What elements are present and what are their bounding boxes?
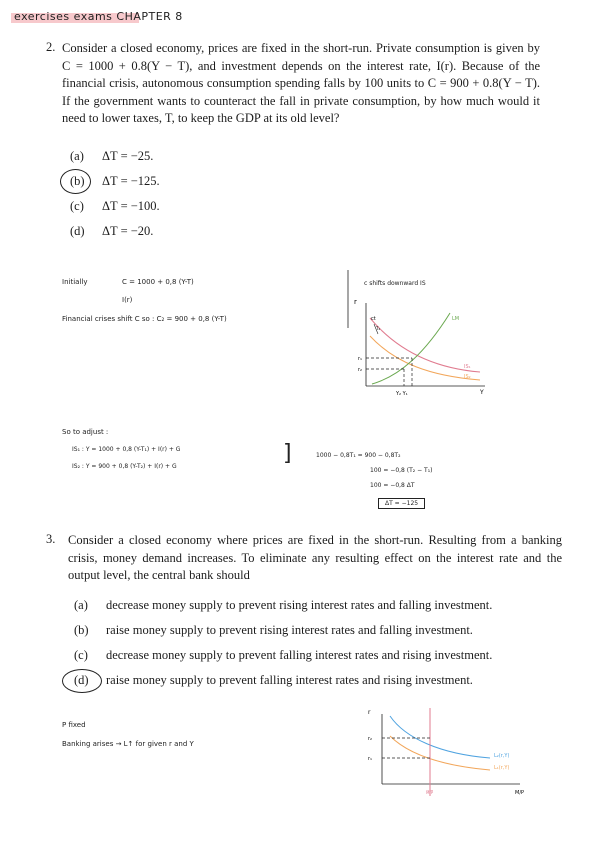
q3-text: Consider a closed economy where prices are fixed in the short-run. Resulting from a banking crisis, money demand increases. To eliminate any resulting effect on the interest rate and the output level, the central bank should: [68, 533, 562, 582]
q3-option-d[interactable]: (d) raise money supply to prevent falling interest rates and rising investment.: [74, 673, 473, 687]
graph2-x-label: M/P: [515, 790, 525, 796]
note-eq-c1: C = 1000 + 0,8 (Y-T): [122, 278, 194, 286]
q3-option-c[interactable]: (c) decrease money supply to prevent falling interest rates and rising investment.: [74, 648, 493, 662]
graph1-t2: T₂: [376, 326, 381, 331]
header-text: exercises exams CHAPTER 8: [14, 10, 183, 23]
q2-option-c[interactable]: (c) ΔT = −100.: [70, 199, 160, 213]
graph1-x-label: Y: [480, 389, 484, 396]
note-is2: IS₂ : Y = 900 + 0,8 (Y-T₂) + I(r) + G: [72, 463, 177, 470]
graph1-ct: ct: [371, 316, 376, 322]
note-calc1: 1000 − 0,8T₁ = 900 − 0,8T₂: [316, 452, 401, 459]
graph1-r-label: r: [354, 298, 357, 306]
q2-option-a[interactable]: (a) ΔT = −25.: [70, 149, 154, 163]
page-header: [14, 10, 183, 23]
note-financial: Financial crises shift C so : C₂ = 900 + 0,8 (Y-T): [62, 315, 227, 323]
money-market-graph: [360, 700, 540, 800]
note-initially: Initially: [62, 278, 88, 286]
q2-option-d[interactable]: (d) ΔT = −20.: [70, 224, 154, 238]
q2-option-b[interactable]: (b) ΔT = −125.: [70, 174, 160, 188]
graph2-l1: L₁(r,Y): [494, 765, 510, 771]
l2-curve: [390, 716, 490, 758]
q3-option-b[interactable]: (b) raise money supply to prevent rising interest rates and falling investment.: [74, 623, 473, 637]
graph2-l2: L₂(r,Y): [494, 753, 510, 759]
q3-selected-circle: [62, 669, 102, 693]
q2-text: Consider a closed economy, prices are fixed in the short-run. Private consumption is given by C = 1000 + 0.8(Y − T), and investment depends on the interest rate, I(r). Because of the financial crisis, autonomous consumption spending falls by 100 units to C = 900 + 0.8(Y − T). If the government wants to counteract the fall in private consumption, by how much would it need to lower taxes, T, to keep the GDP at its old level?: [62, 41, 540, 125]
note-eq-i: I(r): [122, 296, 133, 304]
q3-number: 3.: [46, 532, 56, 546]
note-so-adjust: So to adjust :: [62, 428, 109, 436]
note-banking: Banking arises → L↑ for given r and Y: [62, 740, 194, 748]
graph1-is2: IS₂: [464, 374, 471, 380]
q2-selected-circle: [60, 169, 91, 194]
graph2-r2: r₂: [368, 736, 373, 742]
l1-curve: [390, 736, 490, 770]
note-graph-shift: c shifts downward IS: [364, 280, 426, 287]
graph1-y-ticks: Y₂ Y₁: [396, 391, 408, 397]
q3-option-a[interactable]: (a) decrease money supply to prevent rising interest rates and falling investment.: [74, 598, 493, 612]
note-calc2: 100 = −0,8 (T₂ − T₁): [370, 467, 433, 474]
graph1-is1: IS₁: [464, 364, 471, 370]
note-is1: IS₁ : Y = 1000 + 0,8 (Y-T₁) + I(r) + G: [72, 446, 181, 453]
note-calc3: 100 = −0,8 ΔT: [370, 482, 415, 489]
q2-number: 2.: [46, 40, 56, 54]
note-answer: ΔT = −125: [378, 498, 425, 509]
graph1-r1: r₁: [358, 356, 363, 362]
note-p-fixed: P fixed: [62, 721, 86, 729]
graph1-lm: LM: [452, 316, 460, 322]
is-lm-graph: [340, 268, 490, 398]
brace: ]: [283, 441, 292, 466]
graph1-r2: r₂: [358, 367, 363, 373]
graph2-r-label: r: [368, 709, 371, 716]
graph2-ms: M̄/P̄: [426, 790, 434, 795]
graph2-r1: r₁: [368, 756, 373, 762]
